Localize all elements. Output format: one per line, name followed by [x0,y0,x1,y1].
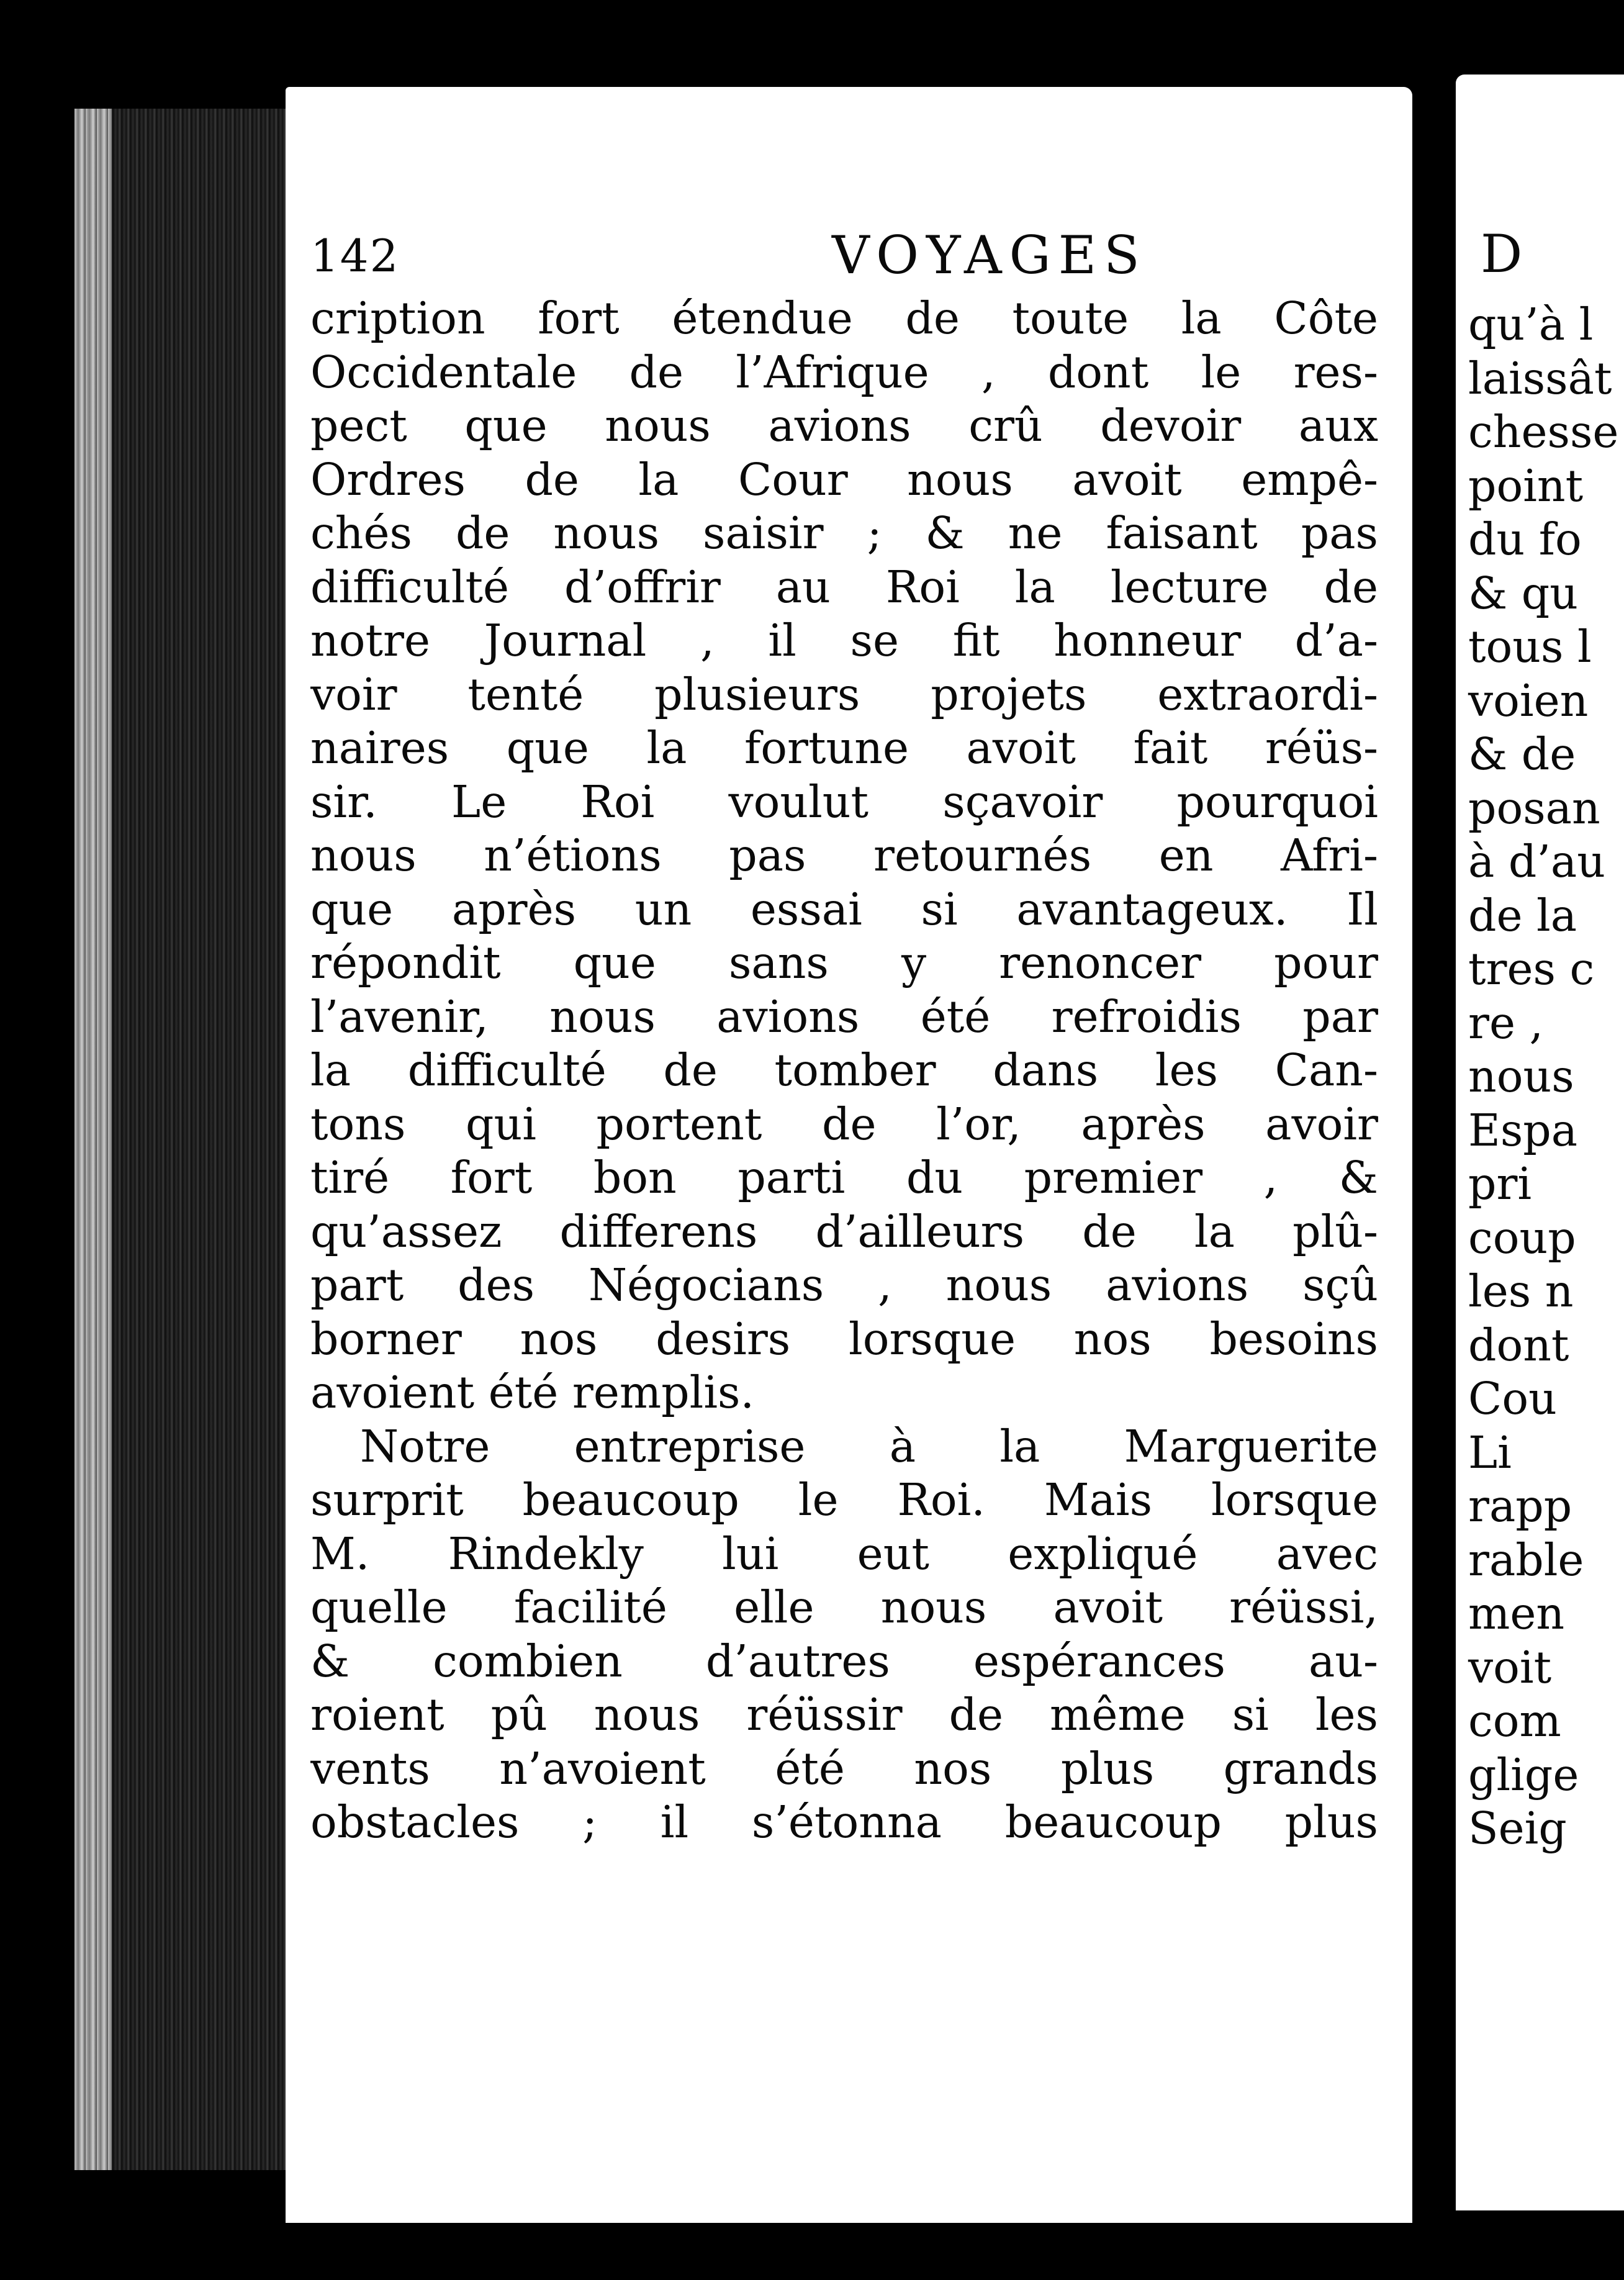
text-line-fragment: Li [1468,1426,1512,1478]
text-line: obstacles ; il s’étonna beaucoup plus [310,1796,1378,1848]
text-line: tiré fort bon parti du premier , & [310,1152,1378,1203]
text-line-fragment: glige [1468,1748,1579,1801]
text-line: quelle facilité elle nous avoit réüssi, [310,1581,1378,1633]
text-line-fragment: com [1468,1695,1561,1747]
text-line: difficulté d’offrir au Roi la lecture de [310,561,1378,613]
text-line: vents n’avoient été nos plus grands [310,1742,1378,1794]
text-line-fragment: voien [1468,674,1589,726]
text-line: Occidentale de l’Afrique , dont le res- [310,346,1378,398]
text-line: qu’assez differens d’ailleurs de la plû- [310,1205,1378,1257]
text-line-fragment: & de [1468,728,1576,780]
text-line-fragment: coup [1468,1211,1576,1264]
text-line-fragment: Cou [1468,1373,1557,1424]
text-line: pect que nous avions crû devoir aux [310,400,1378,451]
text-line: la difficulté de tomber dans les Can- [310,1044,1378,1096]
text-line: borner nos desirs lorsque nos besoins [310,1313,1378,1365]
text-line-fragment: chesse [1468,406,1619,458]
text-line-fragment: pri [1468,1158,1532,1210]
text-line-fragment: qu’à l [1468,299,1594,350]
text-line: tons qui portent de l’or, après avoir [310,1098,1378,1150]
text-line: naires que la fortune avoit fait réüs- [310,722,1378,774]
text-line-fragment: de la [1468,889,1577,941]
text-line: Ordres de la Cour nous avoit empê- [310,453,1378,505]
text-line: répondit que sans y renoncer pour [310,937,1378,988]
page-number: 142 [310,230,400,282]
text-line-fragment: dont [1468,1319,1569,1371]
text-line: que après un essai si avantageux. Il [310,883,1378,935]
right-page-header-fragment: D [1481,224,1523,284]
text-line: & combien d’autres espérances au- [310,1635,1378,1687]
text-line: cription fort étendue de toute la Côte [310,292,1378,344]
text-line-fragment: à d’au [1468,836,1605,887]
text-line-fragment: men [1468,1588,1565,1639]
text-line-fragment: Seig [1468,1803,1567,1854]
text-line: nous n’étions pas retournés en Afri- [310,830,1378,881]
text-line: M. Rindekly lui eut expliqué avec [310,1527,1378,1580]
text-line-fragment: du fo [1468,513,1582,565]
text-line-fragment: nous [1468,1051,1574,1102]
right-page [1456,75,1624,2210]
running-title: VOYAGES [832,225,1147,286]
text-line: avoient été remplis. [310,1367,755,1418]
text-line-fragment: rable [1468,1534,1584,1586]
text-line-fragment: & qu [1468,567,1578,619]
text-line-fragment: laissât [1468,352,1612,404]
page-edges [74,109,112,2170]
text-line-fragment: les n [1468,1265,1574,1317]
text-line: voir tenté plusieurs projets extraordi- [310,668,1378,720]
text-line-fragment: tres c [1468,943,1595,995]
text-line-fragment: voit [1468,1641,1552,1693]
text-line: notre Journal , il se fit honneur d’a- [310,615,1378,666]
text-line: Notre entreprise à la Marguerite [360,1420,1378,1472]
text-line: roient pû nous réüssir de même si les [310,1689,1378,1740]
text-line-fragment: tous l [1468,621,1592,672]
text-line: sir. Le Roi voulut sçavoir pourquoi [310,776,1378,828]
text-line: surprit beaucoup le Roi. Mais lorsque [310,1474,1378,1526]
text-line-fragment: rapp [1468,1480,1572,1532]
text-line-fragment: Espa [1468,1104,1578,1156]
text-line-fragment: point [1468,459,1584,512]
right-page-body-text [1468,298,1618,1856]
text-line-fragment: re , [1468,997,1544,1049]
text-line: part des Négocians , nous avions sçû [310,1259,1378,1311]
text-line: chés de nous saisir ; & ne faisant pas [310,507,1378,559]
left-page-body-text [310,292,1378,1850]
text-line: l’avenir, nous avions été refroidis par [310,990,1378,1043]
text-line-fragment: posan [1468,782,1600,834]
